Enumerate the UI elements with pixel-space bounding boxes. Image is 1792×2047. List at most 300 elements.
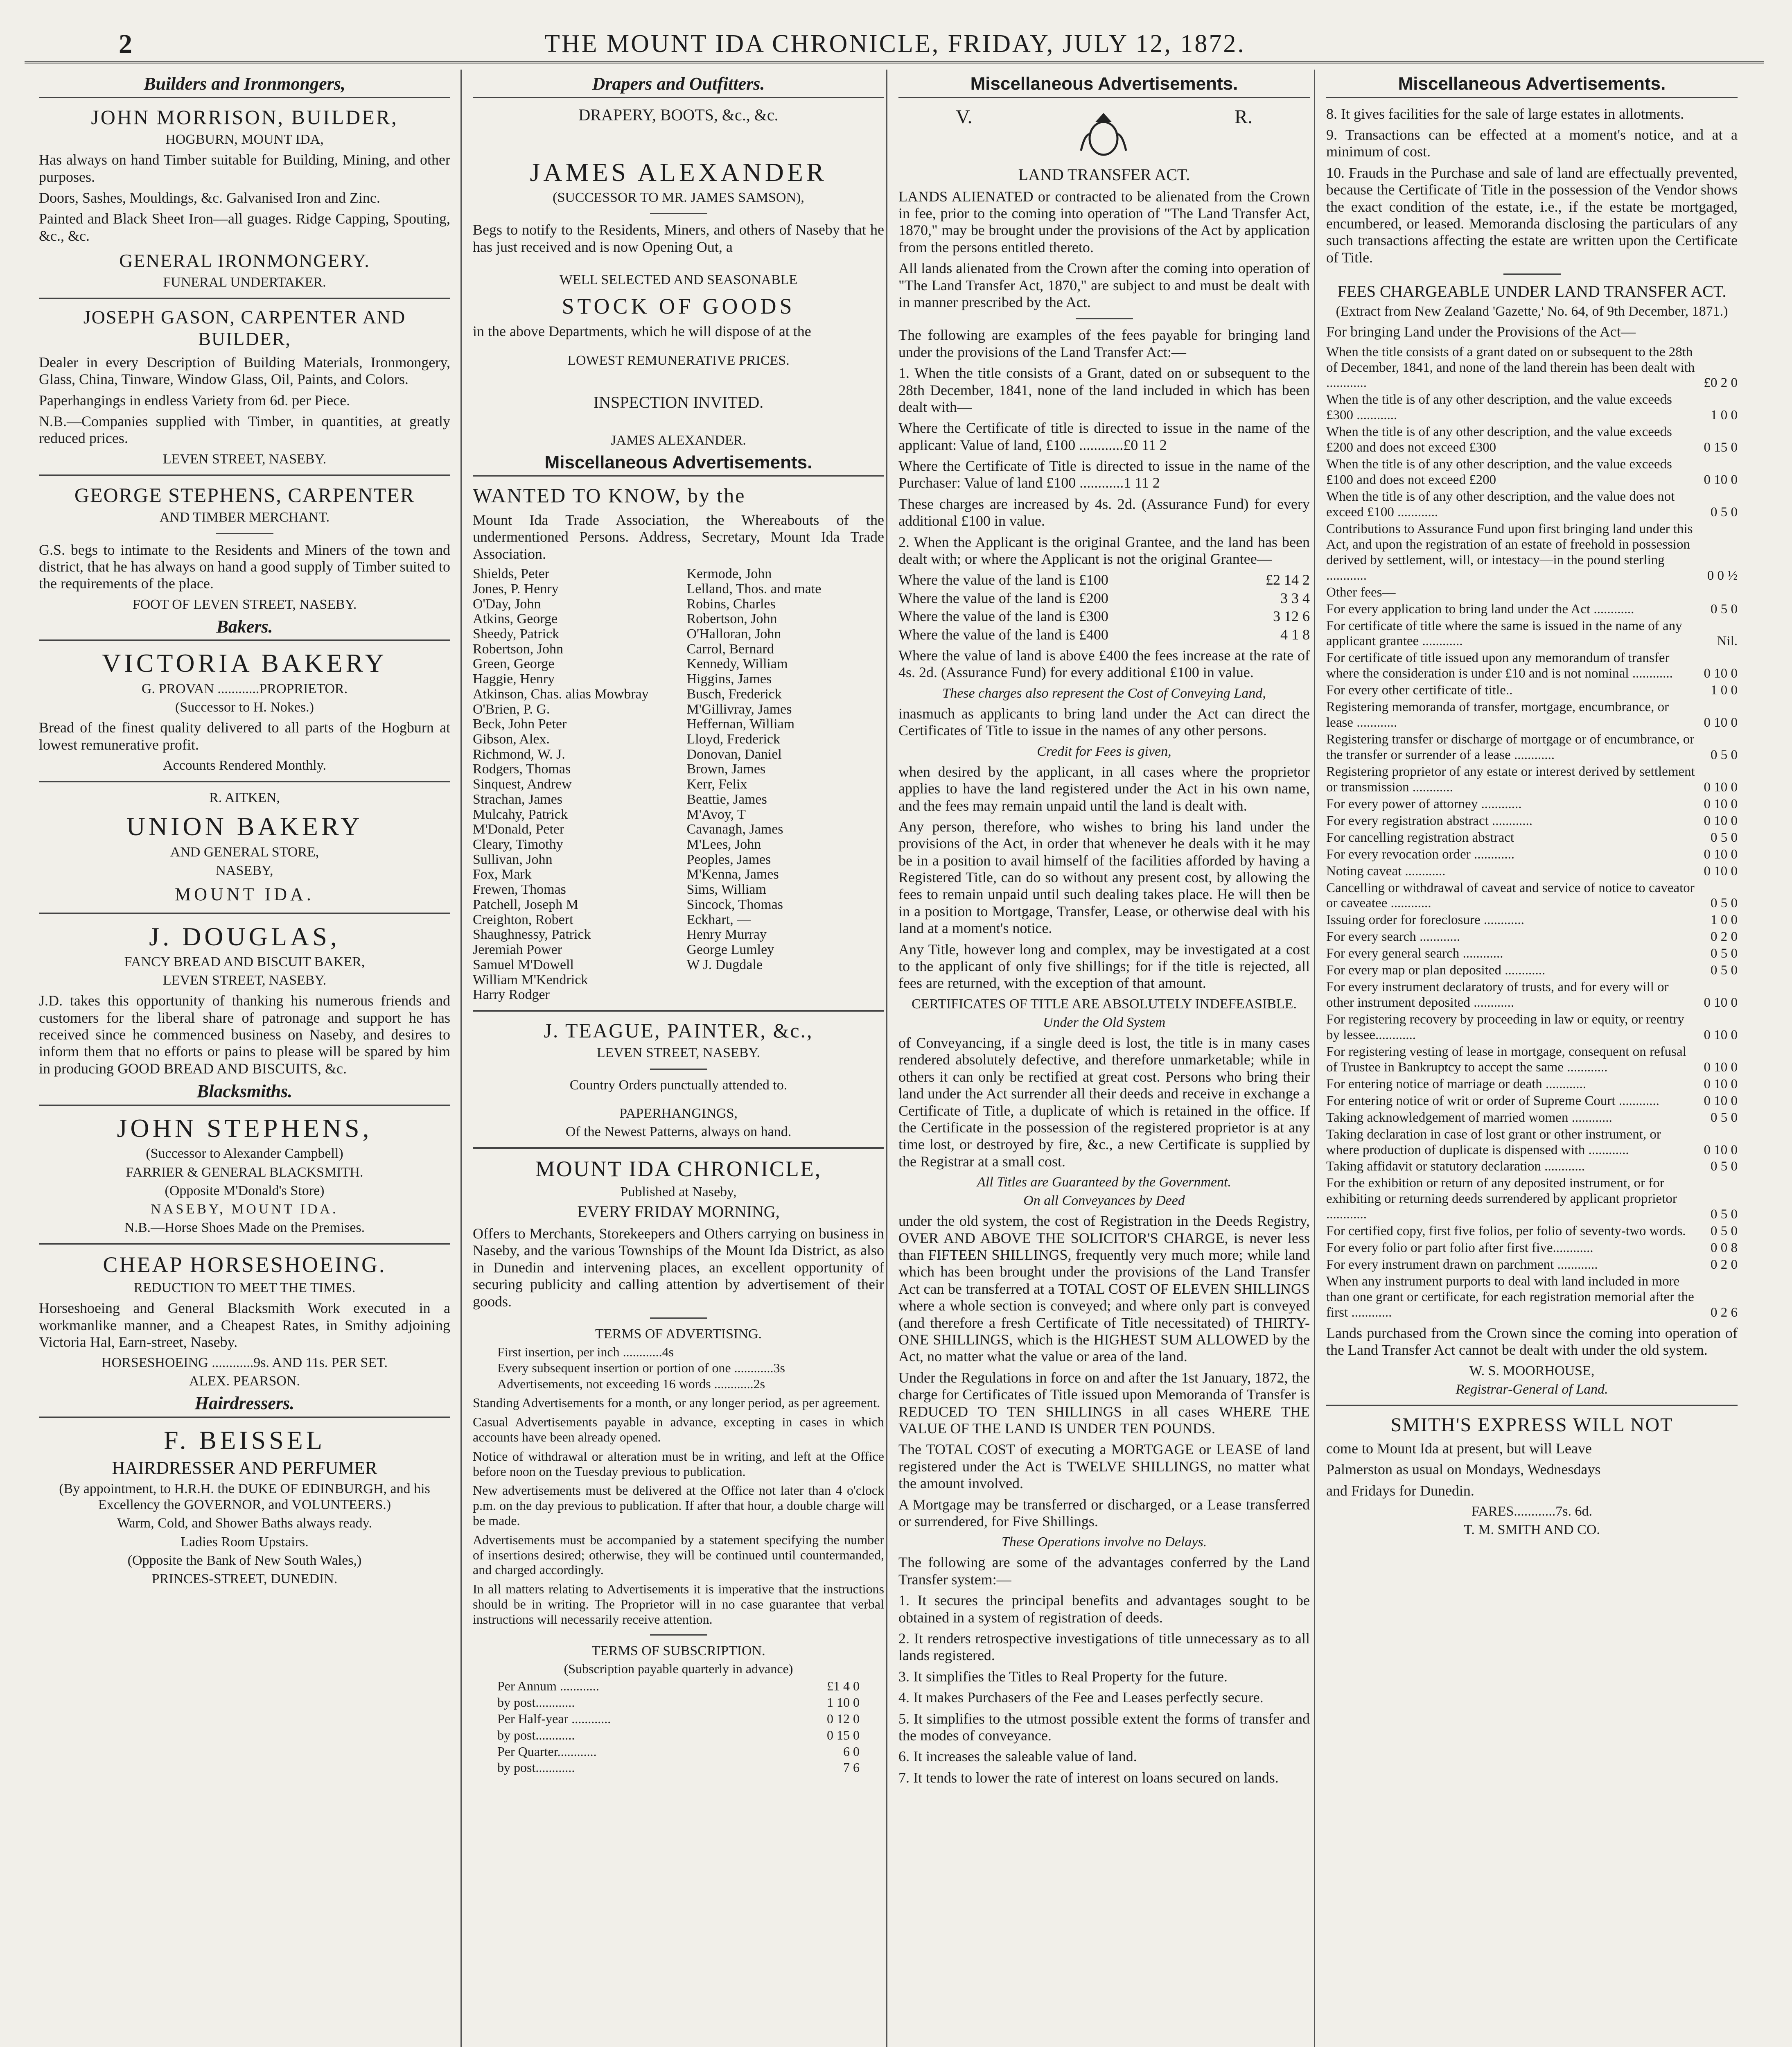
value-fee-list [898,572,1310,643]
ad-text: when desired by the applicant, in all cases where the proprietor applies to have the land registered under the Act in his own name, and the fees may remain unpaid until the land is dealt with. [898,763,1310,814]
terms-heading: TERMS OF ADVERTISING. [595,1326,762,1342]
advertiser-name: JOHN STEPHENS, [117,1113,372,1143]
person-name: William M'Kendrick [473,972,588,987]
fee-amount: 0 5 0 [1711,830,1738,845]
ad-text: (Successor to H. Nokes.) [175,700,314,715]
fee-row [1326,1127,1738,1158]
signature: T. M. SMITH AND CO. [1464,1522,1600,1538]
fee-row [1326,619,1738,650]
fee-row [1326,980,1738,1011]
royal-crest [898,106,1310,163]
advantage-item: 10. Frauds in the Purchase and sale of land are effectually prevented, because the Certificate of Title in the possession of the Vendor shows the exact condition of the estate, i.e., if the estate be mortgaged, encumbered, or leased. Memoranda disclosing the particulars of any such transactions affecting the estate are written upon the Certificate of Title. [1326,164,1738,266]
ad-text: WELL SELECTED AND SEASONABLE [559,272,798,288]
person-name: Busch, Frederick [686,686,782,702]
ad-text: Country Orders punctually attended to. [569,1077,788,1093]
fee-item: When the title is of any other description, and the value exceeds £300 ............ [1326,392,1672,423]
fee-item: When the title is of any other description, and the value exceeds £100 and does not exceed £200 [1326,457,1672,488]
subscription-row [473,1711,884,1726]
person-name: Sheedy, Patrick [473,626,560,642]
fee-item: For every instrument declaratory of trusts, and for every will or other instrument deposited ............ [1326,980,1669,1010]
fee-row [1326,929,1738,945]
person-name: Sullivan, John [473,852,553,867]
person-name: Atkinson, Chas. alias Mowbray [473,686,649,702]
fee-amount: 0 10 0 [1704,796,1738,811]
ad-text: Paperhangings in endless Variety from 6d. per Piece. [39,392,350,409]
fee-row [1326,963,1738,978]
ad-text: Where the Certificate of Title is directed to issue in the name of the Purchaser: Value of land £100 ............1 11 2 [898,458,1310,491]
business-name: UNION BAKERY [126,812,363,841]
fee-row [1326,1274,1738,1321]
fee-row [1326,585,1738,601]
ad-text: (Extract from New Zealand 'Gazette,' No. 64, of 9th December, 1871.) [1336,304,1728,319]
fee-item: For certified copy, first five folios, per folio of seventy-two words. [1326,1224,1686,1239]
ad-subheading: All Titles are Guaranteed by the Government. [977,1175,1231,1190]
ad-text: and Fridays for Dunedin. [1326,1482,1474,1499]
value-label: Where the value of the land is £400 [898,626,1108,643]
ad-text: In all matters relating to Advertisements it is imperative that the instructions should be in writing. The Proprietor will in no case guarantee that verbal instructions will necessarily receive attention. [473,1582,884,1627]
ad-text: Under the Regulations in force on and after the 1st January, 1872, the charge for Certificates of Title issued upon Memoranda of Transfer is REDUCED TO TEN SHILLINGS in all cases WHERE THE VALUE OF THE LAND IS UNDER TEN POUNDS. [898,1369,1310,1437]
person-name: Donovan, Daniel [686,746,782,762]
terms-heading: TERMS OF SUBSCRIPTION. [591,1643,765,1658]
ad-text: Lands purchased from the Crown since the coming into operation of the Land Transfer Act cannot be dealt with under the old system. [1326,1324,1738,1358]
fee-item: For every other certificate of title.. [1326,683,1513,698]
subscription-price: 1 10 0 [827,1695,860,1710]
fee-item: For every general search ............ [1326,946,1503,961]
ad-text: Any Title, however long and complex, may be investigated at a cost to the applicant of only five shillings; for if the title is rejected, all fees are returned, with the exception of that amount. [898,941,1310,992]
page-number: 2 [119,29,132,59]
section-heading: Blacksmiths. [39,1081,450,1106]
advantages-list-continued [1326,106,1738,267]
ad-subheading: AND TIMBER MERCHANT. [159,510,330,525]
fee-amount: 0 5 0 [1711,1159,1738,1174]
newspaper-ad-title: MOUNT IDA CHRONICLE, [535,1156,822,1181]
subscription-label: Per Half-year ............ [497,1711,611,1726]
subscription-label: Per Quarter............ [497,1744,597,1759]
ad-text: LOWEST REMUNERATIVE PRICES. [567,352,790,368]
ad-text: The following are examples of the fees payable for bringing land under the provisions of the Land Transfer Act:— [898,327,1310,360]
crest-icon [1073,110,1134,159]
section-heading: Builders and Ironmongers, [39,74,450,98]
ad-subheading: FANCY BREAD AND BISCUIT BAKER, [124,954,365,970]
person-name: M'Gillivray, James [686,701,792,717]
fee-row [1326,602,1738,617]
fee-item: For every search ............ [1326,929,1460,944]
fee-amount: 0 10 0 [1704,666,1738,681]
fee-item: For registering recovery by proceeding in law or equity, or reentry by lessee............ [1326,1012,1684,1042]
address: LEVEN STREET, NASEBY. [596,1045,761,1061]
advantage-item: 3. It simplifies the Titles to Real Property for the future. [898,1668,1228,1685]
fee-amount: 0 0 ½ [1707,568,1738,583]
fee-item: For registering vesting of lease in mortgage, consequent on refusal of Trustee in Bankruptcy to accept the same ............ [1326,1044,1686,1075]
newspaper-title: THE MOUNT IDA CHRONICLE, FRIDAY, JULY 12, 1872. [544,30,1246,58]
fee-item: For certificate of title where the same is issued in the name of any applicant grantee ............ [1326,618,1682,649]
section-heading: Miscellaneous Advertisements. [898,74,1310,98]
person-name: W J. Dugdale [686,957,763,972]
person-name: Patchell, Joseph M [473,897,578,912]
fee-item: When the title consists of a grant dated on or subsequent to the 28th of December, 1841, and none of the land therein has been dealt with ............ [1326,344,1695,391]
fee-amount: 0 0 8 [1711,1240,1738,1256]
column-3 [898,70,1310,2047]
person-name: Shields, Peter [473,566,549,582]
value-fee: 3 12 6 [1273,608,1310,625]
advertiser-name: JOSEPH GASON, CARPENTER AND BUILDER, [83,307,406,350]
person-name: Samuel M'Dowell [473,957,574,972]
subscription-price: 7 6 [843,1760,860,1775]
value-label: Where the value of the land is £200 [898,590,1108,606]
ad-subheading: FUNERAL UNDERTAKER. [163,275,326,290]
ad-text: G.S. begs to intimate to the Residents and Miners of the town and district, that he has always on hand a good supply of Timber suited to the requirements of the place. [39,541,450,592]
fee-amount: 0 10 0 [1704,1142,1738,1157]
ad-heading: GENERAL IRONMONGERY. [119,250,370,271]
address: FOOT OF LEVEN STREET, NASEBY. [132,596,357,612]
ad-text: Doors, Sashes, Mouldings, &c. Galvanised Iron and Zinc. [39,189,380,206]
fee-item: When the title is of any other description, and the value exceeds £200 and does not exceed £300 [1326,425,1672,455]
fee-amount: £0 2 0 [1704,375,1738,391]
fee-row [1326,797,1738,812]
fee-amount: Nil. [1717,634,1738,649]
fee-row [1326,913,1738,928]
fee-amount: 0 2 0 [1711,1257,1738,1272]
advantage-item: 2. It renders retrospective investigations of title unnecessary as to all lands registered. [898,1630,1310,1664]
person-name: Kennedy, William [686,656,788,672]
column-rule [1314,70,1315,2047]
person-name: Haggie, Henry [473,671,555,687]
fee-amount: 1 0 0 [1711,913,1738,928]
fee-amount: 0 2 6 [1711,1305,1738,1320]
ad-heading: FEES CHARGEABLE UNDER LAND TRANSFER ACT. [1337,282,1727,301]
fee-item: Taking declaration in case of lost grant or other instrument, or where production of duplicate is dispensed with ............ [1326,1127,1661,1157]
ad-text: INSPECTION INVITED. [593,393,764,411]
person-name: Higgins, James [686,671,772,687]
ad-text: Advertisements must be accompanied by a statement specifying the number of insertions desired; otherwise, they will be continued until countermanded, and charged accordingly. [473,1532,884,1577]
price: HORSESHOEING ............9s. AND 11s. PER SET. [102,1355,388,1371]
value-fee: £2 14 2 [1266,572,1310,588]
value-label: Where the value of the land is £100 [898,572,1108,588]
fee-item: For entering notice of marriage or death ............ [1326,1076,1587,1091]
fee-amount: 1 0 0 [1711,683,1738,698]
masthead [25,16,1764,63]
advertiser-name: J. DOUGLAS, [149,922,340,951]
address: NASEBY, [216,863,273,878]
fee-item: For every power of attorney ............ [1326,796,1522,811]
ad-text: of Conveyancing, if a single deed is lost, the title is in many cases rendered absolutely defective, and therefore unmarketable; while in others it can only be rectified at great cost. Persons who bring their land under the Act surrender all their deeds and receive in exchange a Certificate of Title, a duplicate of which is retained in the office. If the Certificate in the possession of the registered proprietor is at any time lost, or destroyed by fire, &c., a new Certificate is supplied by the Registrar at a small cost. [898,1034,1310,1170]
advertiser-name: F. BEISSEL [164,1426,325,1455]
ad-text: Horseshoeing and General Blacksmith Work executed in a workmanlike manner, and a Cheapest Rates, in Smithy adjoining Victoria Hal, Earn-street, Naseby. [39,1300,450,1350]
section-heading: Drapers and Outfitters. [473,74,884,98]
fee-amount: 0 5 0 [1711,946,1738,961]
fee-row [1326,700,1738,731]
names-column-left [473,567,670,1003]
fee-row [1326,392,1738,423]
fee-item: Registering transfer or discharge of mortgage or of encumbrance, or the transfer or surrender of a lease ............ [1326,732,1695,763]
person-name: Sincock, Thomas [686,897,783,912]
ad-text: Warm, Cold, and Shower Baths always ready. [117,1516,372,1531]
fee-amount: 0 5 0 [1711,504,1738,520]
fee-amount: 0 10 0 [1704,813,1738,828]
subscription-price: 0 12 0 [827,1711,860,1726]
ad-subheading: On all Conveyances by Deed [1023,1193,1185,1209]
ad-subheading: EVERY FRIDAY MORNING, [577,1202,780,1221]
person-name: Cavanagh, James [686,822,783,837]
address: MOUNT IDA. [175,884,314,904]
person-name: Kermode, John [686,566,772,582]
names-column-right [687,567,885,1003]
signature: ALEX. PEARSON. [189,1374,300,1389]
fee-row [1326,651,1738,682]
subscription-row [473,1695,884,1710]
crest-letter: R. [1234,106,1253,128]
advantage-item: 7. It tends to lower the rate of interest on loans secured on lands. [898,1769,1279,1786]
fee-item: When the title is of any other description, and the value does not exceed £100 ............ [1326,489,1675,520]
person-name: Robertson, John [473,641,563,657]
ad-text: Standing Advertisements for a month, or any longer period, as per agreement. [473,1395,880,1410]
person-name: Shaughnessy, Patrick [473,927,591,942]
advertiser-name: R. AITKEN, [209,790,280,806]
ad-text: (Successor to Alexander Campbell) [146,1146,343,1161]
ad-text: Palmerston as usual on Mondays, Wednesdays [1326,1461,1601,1478]
person-name: O'Day, John [473,596,541,612]
ad-subheading: Under the Old System [1043,1014,1166,1030]
ad-subheading: CERTIFICATES OF TITLE ARE ABSOLUTELY INDEFEASIBLE. [912,996,1297,1012]
advertiser-name: VICTORIA BAKERY [102,648,387,678]
ad-text: N.B.—Horse Shoes Made on the Premises. [124,1220,365,1235]
value-label: Where the value of the land is £300 [898,608,1108,625]
fee-item: For certificate of title issued upon any memorandum of transfer where the consideration is under £10 and is not nominal ............ [1326,651,1673,681]
fee-row [1326,1257,1738,1273]
ad-text: New advertisements must be delivered at the Office not later than 4 o'clock p.m. on the day previous to publication. If after that hour, a double charge will be made. [473,1483,884,1528]
fee-item: For the exhibition or return of any deposited instrument, or for exhibiting or returning deeds surrendered by applicant proprietor ............ [1326,1176,1677,1222]
ad-text: Begs to notify to the Residents, Miners, and others of Naseby that he has just received and is now Opening Out, a [473,221,884,255]
fee-amount: 0 10 0 [1704,863,1738,879]
fee-amount: 0 10 0 [1704,1027,1738,1042]
address: LEVEN STREET, NASEBY. [162,973,327,988]
advertiser-name: GEORGE STEPHENS, CARPENTER [74,483,415,506]
fee-amount: 0 10 0 [1704,847,1738,862]
person-name: Richmond, W. J. [473,746,565,762]
advertiser-name: CHEAP HORSESHOEING. [103,1252,386,1277]
ad-text: 2. When the Applicant is the original Grantee, and the land has been dealt with; or where the Applicant is not the original Grantee— [898,533,1310,567]
fee-amount: 0 15 0 [1704,440,1738,455]
subscription-label: by post............ [497,1695,575,1710]
fee-item: Taking acknowledgement of married women ............ [1326,1110,1612,1125]
fee-item: For every revocation order ............ [1326,847,1515,862]
fee-row [1326,946,1738,962]
fee-schedule [1326,345,1738,1321]
fee-item: Registering memoranda of transfer, mortgage, encumbrance, or lease ............ [1326,700,1669,730]
ad-text: The TOTAL COST of executing a MORTGAGE or LEASE of land registered under the Act is TWELVE SHILLINGS, no matter what the amount involved. [898,1441,1310,1492]
fee-row [1326,1240,1738,1256]
section-heading: Hairdressers. [39,1393,450,1418]
address: HOGBURN, MOUNT IDA, [165,132,324,147]
person-name: Fox, Mark [473,867,532,882]
person-name: M'Kenna, James [686,867,779,882]
advertiser-name: JOHN MORRISON, BUILDER, [91,105,398,129]
advantage-item: 4. It makes Purchasers of the Fee and Leases perfectly secure. [898,1689,1264,1706]
fee-row [1326,1094,1738,1109]
person-name: Jeremiah Power [473,942,562,958]
ad-text: Bread of the finest quality delivered to all parts of the Hogburn at lowest remunerative profit. [39,719,450,753]
person-name: Peoples, James [686,852,771,867]
person-name: Atkins, George [473,611,558,627]
fee-item: Taking affidavit or statutory declaration ............ [1326,1159,1585,1174]
fee-row [1326,683,1738,698]
person-name: Kerr, Felix [686,777,747,792]
ad-heading: STOCK OF GOODS [562,294,795,319]
ad-heading: WANTED TO KNOW, by the [473,484,746,507]
subscription-price: 6 0 [843,1744,860,1759]
person-name: Green, George [473,656,555,672]
fee-item: Cancelling or withdrawal of caveat and service of notice to caveator or caveatee ............ [1326,880,1695,911]
person-name: Carrol, Bernard [686,641,774,657]
person-name: Lelland, Thos. and mate [686,581,822,596]
fee-amount: 0 5 0 [1711,1110,1738,1125]
fee-item: For every registration abstract ............ [1326,813,1533,828]
fee-item: For entering notice of writ or order of Supreme Court ............ [1326,1093,1659,1108]
fee-item: Contributions to Assurance Fund upon first bringing land under this Act, and upon the registration of an estate of freehold in possession derived by settlement, will, or intestacy—in the pound sterling ............ [1326,521,1693,583]
fee-row [1326,457,1738,488]
person-name: Lloyd, Frederick [686,732,780,747]
address: PRINCES-STREET, DUNEDIN. [151,1571,338,1586]
subscription-row [473,1760,884,1775]
ad-text: (Opposite the Bank of New South Wales,) [127,1552,362,1568]
fee-row [1326,1077,1738,1092]
ad-text: Mount Ida Trade Association, the Whereabouts of the undermentioned Persons. Address, Secretary, Mount Ida Trade Association. [473,511,884,562]
fee-amount: 1 0 0 [1711,408,1738,423]
subscription-row [473,1679,884,1694]
ad-text: The following are some of the advantages conferred by the Land Transfer system:— [898,1554,1310,1588]
person-name: O'Halloran, John [686,626,781,642]
column-1 [39,70,450,2047]
ad-text: Where the value of land is above £400 the fees increase at the rate of 4s. 2d. (Assurance Fund) for every additional £100 in value. [898,647,1310,681]
column-rule [886,70,887,2047]
section-heading: Miscellaneous Advertisements. [473,452,884,477]
ad-subheading: DRAPERY, BOOTS, &c., &c. [578,105,779,124]
fee-row [1326,813,1738,829]
column-rule [460,70,462,2047]
person-name: Frewen, Thomas [473,882,566,897]
ad-subheading: FARRIER & GENERAL BLACKSMITH. [126,1164,363,1180]
fee-amount: 0 2 0 [1711,929,1738,944]
ad-heading: SMITH'S EXPRESS WILL NOT [1390,1414,1673,1436]
ad-subheading: These charges also represent the Cost of Conveying Land, [942,685,1266,701]
subscription-label: by post............ [497,1760,575,1775]
ad-text: Any person, therefore, who wishes to bring his land under the provisions of the Act, in order that whenever he deals with it he may be in a position to avail himself of the facilities afforded by having a Registered Title, can do so without any present cost, by allowing the fees to remain unpaid until such dealing takes place. He will then be in a position to Mortgage, Transfer, Lease, or otherwise deal with his land at a moment's notice. [898,818,1310,937]
person-name: Brown, James [686,761,766,777]
fee-amount: 0 5 0 [1711,1207,1738,1222]
fee-amount: 0 5 0 [1711,1224,1738,1239]
advertiser-name: J. TEAGUE, PAINTER, &c., [544,1019,813,1042]
ad-text: 1. When the title consists of a Grant, dated on or subsequent to the 28th December, 1841, none of the land included in which has been dealt with— [898,365,1310,415]
fee-amount: 0 10 0 [1704,1093,1738,1108]
person-name: Harry Rodger [473,987,550,1003]
fee-item: For every folio or part folio after first five............ [1326,1240,1593,1256]
fee-row [1326,1159,1738,1175]
ad-text: All lands alienated from the Crown after the coming into operation of "The Land Transfer Act, 1870," are subject to and must be dealt with in manner prescribed by the Act. [898,260,1310,310]
advertiser-name: JAMES ALEXANDER [530,157,827,187]
subscription-row [473,1744,884,1759]
fee-item: For every application to bring land under the Act ............ [1326,601,1634,617]
person-name: Sinquest, Andrew [473,777,572,792]
ad-heading: LAND TRANSFER ACT. [1018,165,1190,184]
ad-text: (Subscription payable quarterly in advance) [564,1661,793,1676]
fee-row [1326,425,1738,456]
fee-amount: 0 5 0 [1711,963,1738,978]
column-4 [1326,70,1738,2047]
person-name: Robertson, John [686,611,777,627]
fee-row [1326,732,1738,763]
fee-row [1326,1044,1738,1075]
ad-text: inasmuch as applicants to bring land under the Act can direct the Certificates of Title to issue in the names of any other persons. [898,705,1310,739]
fee-amount: 0 5 0 [1711,601,1738,617]
person-name: M'Lees, John [686,837,761,852]
ad-text: Casual Advertisements payable in advance, excepting in cases in which accounts have been already opened. [473,1414,884,1445]
fee-amount: 0 10 0 [1704,1060,1738,1075]
ad-text: Offers to Merchants, Storekeepers and Others carrying on business in Naseby, and the various Townships of the Mount Ida District, as also in Dunedin and intervening places, an excellent opportunity of securing publicity and calling attention by advertisement of their goods. [473,1225,884,1310]
fee-amount: 0 5 0 [1711,748,1738,763]
crest-letter: V. [956,106,973,128]
ad-text: Ladies Room Upstairs. [181,1534,309,1550]
fee-row [1326,345,1738,391]
subscription-price: £1 4 0 [827,1679,860,1694]
person-name: M'Donald, Peter [473,822,564,837]
person-name: Mulcahy, Patrick [473,807,568,822]
ad-text: N.B.—Companies supplied with Timber, in quantities, at greatly reduced prices. [39,413,450,447]
person-name: Robins, Charles [686,596,776,612]
subscription-price: 0 15 0 [827,1727,860,1742]
fee-amount: 0 10 0 [1704,472,1738,488]
person-name: O'Brien, P. G. [473,701,550,717]
fee-amount: 0 10 0 [1704,779,1738,795]
ad-text: Accounts Rendered Monthly. [162,757,327,773]
section-heading: Miscellaneous Advertisements. [1326,74,1738,98]
person-name: M'Avoy, T [686,807,746,822]
subscription-label: Per Annum ............ [497,1679,599,1694]
person-name: Gibson, Alex. [473,732,550,747]
value-fee-row [898,572,1310,588]
advantage-item: 1. It secures the principal benefits and advantages sought to be obtained in a system of registration of deeds. [898,1592,1310,1626]
term-line: Advertisements, not exceeding 16 words ............2s [497,1376,765,1391]
ad-subheading: Credit for Fees is given, [1037,743,1171,759]
advantages-list [898,1592,1310,1786]
person-name: Creighton, Robert [473,912,573,927]
ad-text: A Mortgage may be transferred or discharged, or a Lease transferred or surrendered, for Five Shillings. [898,1496,1310,1530]
person-name: Henry Murray [686,927,767,942]
ad-text: Where the Certificate of title is directed to issue in the name of the applicant: Value of land, £100 ............£0 11 2 [898,420,1310,453]
ad-subheading: HAIRDRESSER AND PERFUMER [112,1457,377,1478]
fee-row [1326,1012,1738,1043]
value-fee: 4 1 8 [1280,626,1310,643]
fee-amount: 0 5 0 [1711,896,1738,911]
fee-row [1326,1224,1738,1239]
fee-row [1326,1176,1738,1222]
ad-text: J.D. takes this opportunity of thanking his numerous friends and customers for the liberal share of patronage and support he has received since he commenced business on Naseby, and desires to inform them that no efforts or pains to please will be spared by him in producing GOOD BREAD AND BISCUITS, &c. [39,992,450,1077]
ad-text: Of the Newest Patterns, always on hand. [565,1124,792,1139]
person-name: Cleary, Timothy [473,837,563,852]
section-heading: Bakers. [39,617,450,641]
ad-subheading: AND GENERAL STORE, [170,844,319,860]
ad-text: For bringing Land under the Provisions of the Act— [1326,323,1636,340]
fee-row [1326,830,1738,846]
ad-text: Dealer in every Description of Building Materials, Ironmongery, Glass, China, Tinware, Window Glass, Oil, Paints, and Colors. [39,354,450,388]
value-fee-row [898,626,1310,643]
fee-item: Registering proprietor of any estate or interest derived by settlement or transmission ............ [1326,764,1695,795]
fee-item: For every instrument drawn on parchment ............ [1326,1257,1598,1272]
ad-text: Painted and Black Sheet Iron—all guages. Ridge Capping, Spouting, &c., &c. [39,210,450,244]
fee-amount: 0 10 0 [1704,715,1738,730]
ad-subheading: REDUCTION TO MEET THE TIMES. [133,1280,356,1296]
person-name: George Lumley [686,942,774,958]
ad-text: (Opposite M'Donald's Store) [165,1183,325,1198]
